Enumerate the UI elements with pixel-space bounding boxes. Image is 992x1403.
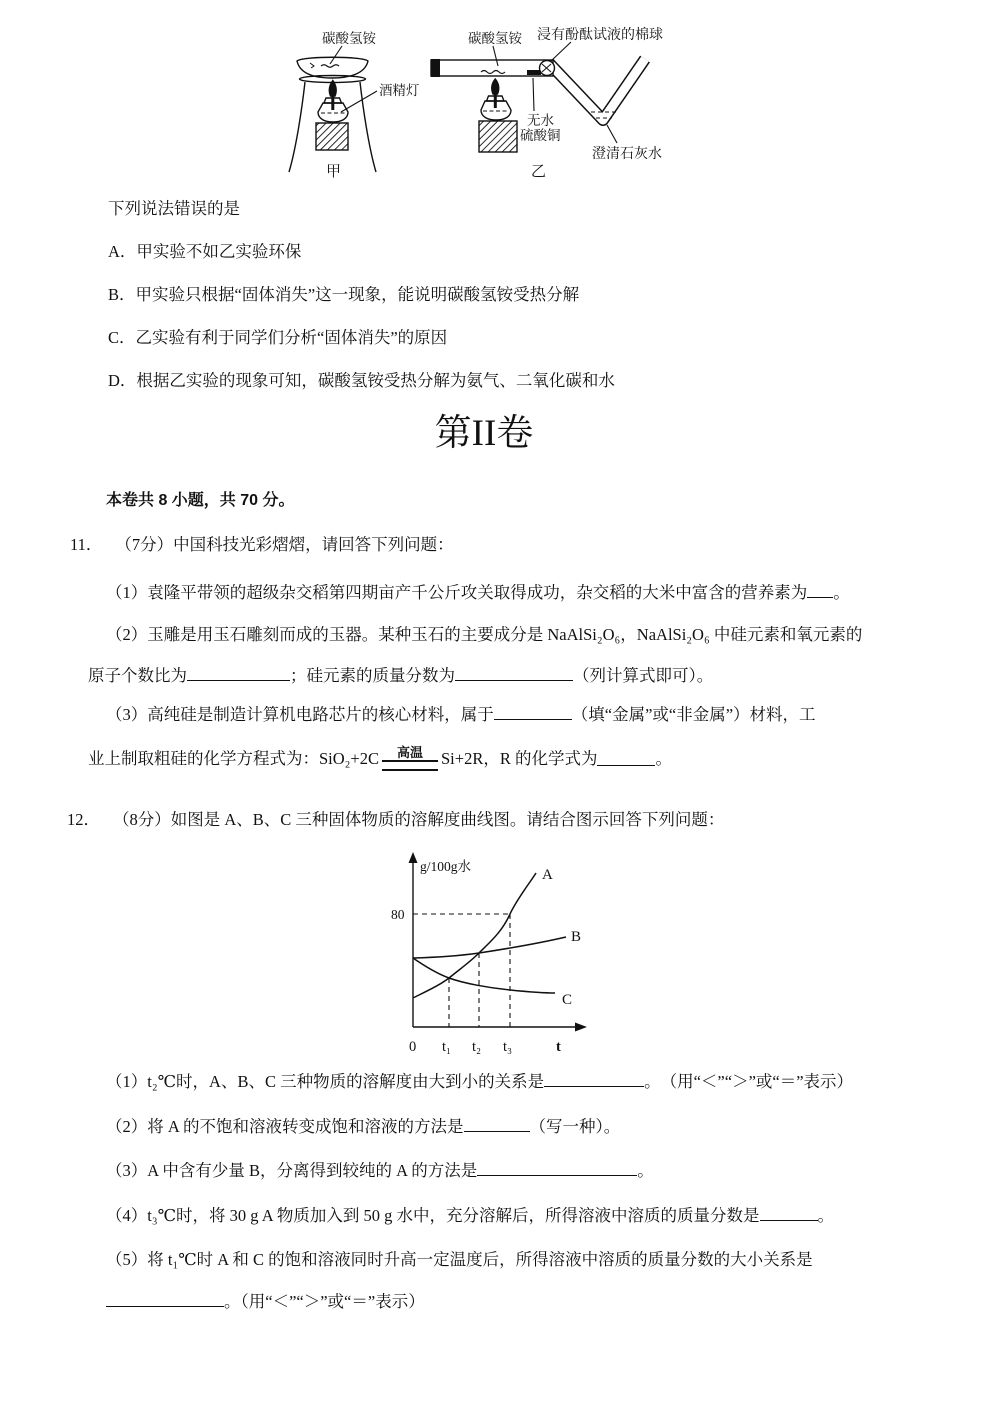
y-tick-80: 80 (391, 907, 405, 922)
curve-C-label: C (562, 992, 573, 1008)
q12-part2 (106, 1115, 620, 1138)
q12-part5-line1: （5）将 t₁℃时 A 和 C 的饱和溶液同时升高一定温度后，所得溶液中溶质的质量分数的大小关系是 (106, 1250, 813, 1269)
question-11-header (70, 533, 454, 556)
q12-part4-text: （4）t₃℃时，将 30 g A 物质加入到 50 g 水中，充分溶解后，所得溶液中溶质的质量分数是 (106, 1206, 760, 1225)
q11-part2-line1: （2）玉雕是用玉石雕刻而成的玉器。某种玉石的主要成分是 NaAlSi₂O₆，NaAlSi₂O₆ 中硅元素和氧元素的 (106, 625, 863, 644)
blank-field (187, 665, 290, 681)
x-tick-0: 0 (409, 1039, 417, 1055)
question-11-stem: （7分）中国科技光彩熠熠，请回答下列问题： (115, 535, 454, 554)
q11-part3-line1 (106, 703, 816, 726)
blank-field (455, 665, 573, 681)
q12-part3-suffix: 。 (637, 1161, 654, 1180)
option-d: D．根据乙实验的现象可知，碳酸氢铵受热分解为氨气、二氧化碳和水 (108, 371, 615, 390)
q12-part4-suffix: 。 (817, 1206, 835, 1225)
label-alcohol-lamp: 酒精灯 (379, 83, 420, 98)
q11-part3-equation-line (88, 740, 672, 776)
curve-A-label: A (542, 867, 553, 883)
question-12-stem: （8分）如图是 A、B、C 三种固体物质的溶解度曲线图。请结合图示回答下列问题： (113, 810, 725, 829)
x-tick-t2: t₂ (472, 1039, 482, 1055)
q11-part3-text-b: （填“金属”或“非金属”）材料，工 (571, 705, 816, 724)
label-anhydrous-line1: 无水 (527, 113, 554, 128)
q12-part3 (106, 1159, 654, 1182)
blank-field (494, 704, 572, 720)
q12-part5-line2 (106, 1290, 425, 1313)
curve-B-label: B (571, 929, 582, 945)
y-axis-arrow (409, 852, 418, 863)
blank-field (807, 582, 833, 598)
blank-field (544, 1071, 644, 1087)
caption-yi: 乙 (531, 164, 547, 180)
q11-part1 (106, 581, 850, 604)
option-c: C．乙实验有利于同学们分析“固体消失”的原因 (108, 328, 448, 347)
label-limewater: 澄清石灰水 (592, 147, 662, 162)
flame-icon (492, 79, 499, 94)
anhydrous-copper-sulfate (527, 70, 541, 75)
option-b: B．甲实验只根据“固体消失”这一现象，能说明碳酸氢铵受热分解 (108, 285, 580, 304)
support-block (316, 123, 348, 150)
equation-left: 业上制取粗硅的化学方程式为：SiO₂+2C (88, 748, 379, 768)
label-ammonium-bicarbonate-yi: 碳酸氢铵 (468, 31, 522, 46)
question-12-header (67, 808, 724, 831)
q12-part1-suffix: 。 （用“＜”“＞”或“＝”表示） (644, 1072, 854, 1091)
equation-period: 。 (655, 748, 672, 768)
q12-part4 (106, 1204, 834, 1227)
solubility-chart (382, 846, 610, 1062)
q11-part3-text-a: （3）高纯硅是制造计算机电路芯片的核心材料，属于 (106, 705, 494, 724)
x-tick-t3: t₃ (503, 1039, 513, 1055)
label-phenolphthalein-cotton: 浸有酚酞试液的棉球 (537, 28, 663, 43)
stopper (431, 59, 440, 77)
section-note: 本卷共 8 小题，共 70 分。 (106, 492, 295, 509)
support-block (479, 121, 517, 152)
blank-field (106, 1291, 224, 1307)
q11-part2-text-b: ；硅元素的质量分数为 (290, 666, 455, 685)
q11-part1-period: 。 (833, 583, 850, 602)
section-title: 第II卷 (434, 413, 534, 454)
q11-part1-text: （1）袁隆平带领的超级杂交稻第四期亩产千公斤攻关取得成功，杂交稻的大米中富含的营养素为 (106, 583, 808, 602)
q12-part1 (106, 1070, 853, 1093)
q11-part2-line2 (88, 664, 713, 687)
blank-field (464, 1116, 530, 1132)
curve-A (413, 873, 536, 998)
question-10-stem: 下列说法错误的是 (108, 199, 240, 218)
experiment-diagram (285, 22, 690, 180)
equation-right: Si+2R，R 的化学式为 (441, 748, 598, 768)
evaporating-dish-setup (289, 46, 377, 172)
reaction-condition (382, 746, 438, 771)
double-bond-bar (382, 760, 438, 771)
x-axis-arrow (575, 1023, 587, 1032)
curve-B (413, 937, 566, 958)
q11-part2-text-a: 原子个数比为 (88, 666, 187, 685)
dashed-guides (413, 914, 510, 1027)
question-12-number: 12． (67, 810, 100, 829)
q12-part1-text: （1）t₂℃时，A、B、C 三种物质的溶解度由大到小的关系是 (106, 1072, 545, 1091)
blank-field (760, 1205, 818, 1221)
caption-jia: 甲 (326, 164, 342, 180)
x-tick-t1: t₁ (442, 1039, 452, 1055)
q12-part5-suffix: 。（用“＜”“＞”或“＝”表示） (224, 1292, 425, 1311)
blank-field (477, 1160, 637, 1176)
q11-part2-text-c: （列计算式即可）。 (573, 666, 714, 685)
label-anhydrous-line2: 硫酸铜 (520, 128, 561, 143)
label-ammonium-bicarbonate-jia: 碳酸氢铵 (322, 31, 376, 46)
blank-field (597, 750, 655, 766)
question-11-number: 11． (70, 535, 103, 554)
option-a: A．甲实验不如乙实验环保 (108, 242, 302, 261)
condition-label: 高温 (396, 744, 423, 760)
q12-part3-text: （3）A 中含有少量 B，分离得到较纯的 A 的方法是 (106, 1161, 478, 1180)
y-axis-label: g/100g水 (420, 859, 472, 874)
q12-part2-suffix: （写一种）。 (529, 1117, 621, 1136)
q12-part2-text: （2）将 A 的不饱和溶液转变成饱和溶液的方法是 (106, 1117, 464, 1136)
x-axis-t-label: t (556, 1039, 561, 1055)
